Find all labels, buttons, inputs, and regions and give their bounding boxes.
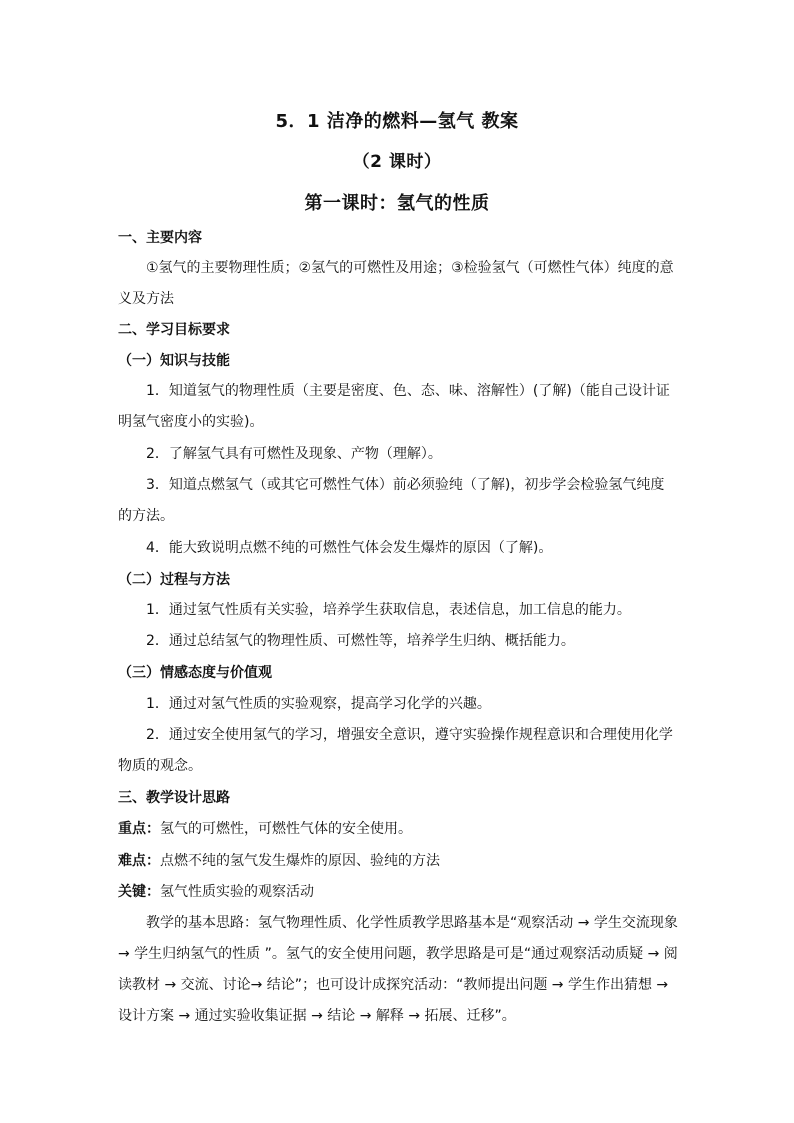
document-title: 5．1 洁净的燃料—氢气 教案 [275, 111, 519, 132]
subsection-knowledge-heading: （一）知识与技能 [118, 353, 230, 369]
difficulty-text: 点燃不纯的氢气发生爆炸的原因、验纯的方法 [160, 853, 440, 869]
section-2-heading: 二、学习目标要求 [118, 322, 230, 338]
list-item: 1．通过氢气性质有关实验，培养学生获取信息，表述信息，加工信息的能力。 [146, 602, 631, 618]
crux-text: 氢气性质实验的观察活动 [160, 884, 314, 900]
subsection-process-heading: （二）过程与方法 [118, 572, 230, 588]
list-item: 1．知道氢气的物理性质（主要是密度、色、态、味、溶解性）(了解)（能自己设计证明氢气密度小的实验)。 [118, 383, 670, 430]
subsection-attitude-heading: （三）情感态度与价值观 [118, 665, 272, 681]
list-item: 2．通过安全使用氢气的学习，增强安全意识，遵守实验操作规程意识和合理使用化学物质的观念。 [118, 727, 673, 774]
list-item: 2．通过总结氢气的物理性质、可燃性等，培养学生归纳、概括能力。 [146, 633, 575, 649]
key-point-label: 重点： [118, 821, 160, 837]
list-item: 4．能大致说明点燃不纯的可燃性气体会发生爆炸的原因（了解)。 [146, 540, 553, 556]
key-point-text: 氢气的可燃性，可燃性气体的安全使用。 [160, 821, 412, 837]
difficulty-line [118, 851, 678, 871]
list-item: 1．通过对氢气性质的实验观察，提高学习化学的兴趣。 [146, 696, 491, 712]
difficulty-label: 难点： [118, 853, 160, 869]
teaching-idea-paragraph: 教学的基本思路：氢气物理性质、化学性质教学思路基本是“观察活动 → 学生交流现象 → 学生归纳氢气的性质 ”。氢气的安全使用问题，教学思路是可是“通过观察活动质疑 → 阅读教材 → 交流、讨论→ 结论”；也可设计成探究活动：“教师提出问题 → 学生作出猜想 → 设计方案 → 通过实验收集证据 → 结论 → 解释 → 拓展、迁移”。 [118, 915, 678, 1024]
list-item: 3．知道点燃氢气（或其它可燃性气体）前必须验纯（了解)，初步学会检验氢气纯度的方法。 [118, 477, 665, 524]
lesson-title: 第一课时：氢气的性质 [304, 193, 490, 214]
section-3-heading: 三、教学设计思路 [118, 790, 230, 806]
crux-label: 关键： [118, 884, 160, 900]
document-subtitle: （2 课时） [352, 152, 442, 172]
section-1-heading: 一、主要内容 [118, 230, 202, 246]
list-item: 2．了解氢气具有可燃性及现象、产物（理解）。 [146, 446, 442, 462]
key-point-line [118, 819, 678, 839]
section-1-text: ①氢气的主要物理性质；②氢气的可燃性及用途；③检验氢气（可燃性气体）纯度的意义及方法 [118, 260, 674, 307]
crux-line [118, 882, 678, 902]
